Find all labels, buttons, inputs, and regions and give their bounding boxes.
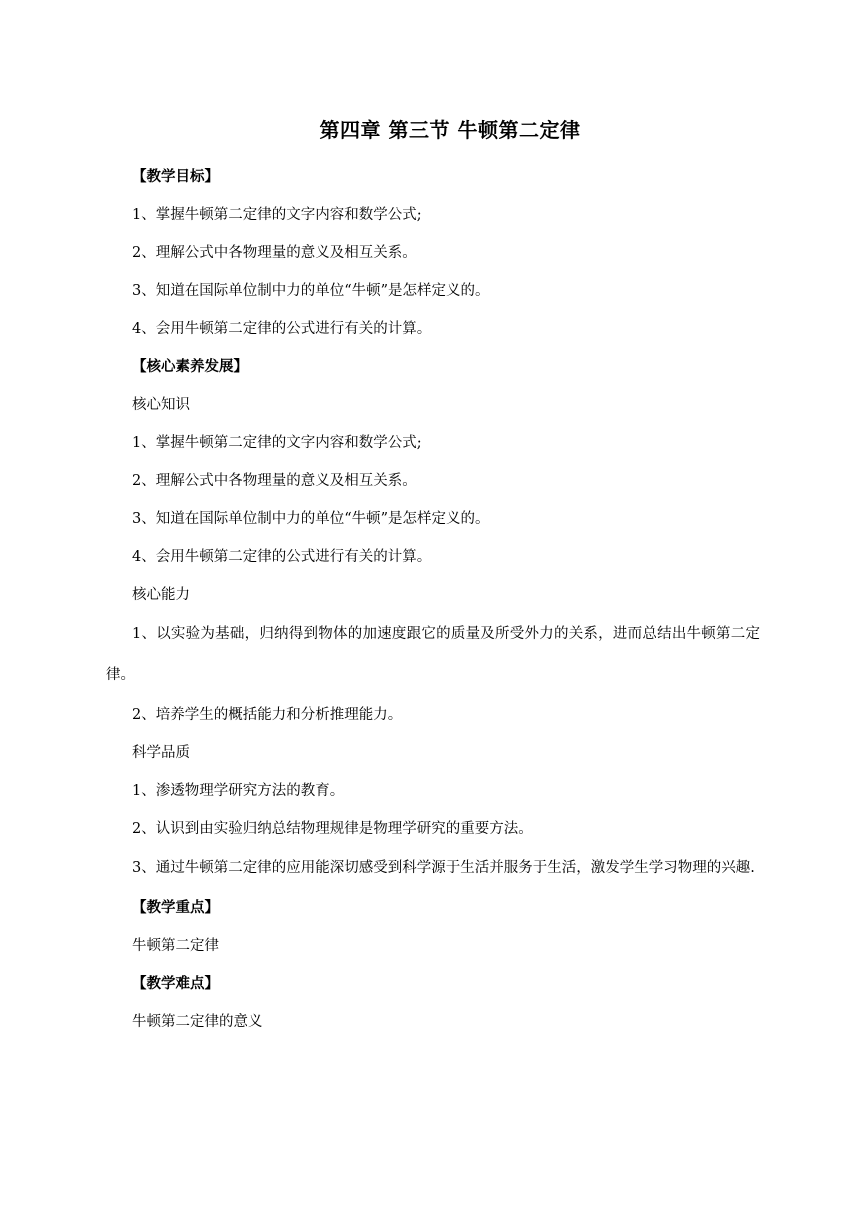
section-heading-difficulty: 【教学难点】: [132, 976, 219, 992]
section-heading-key-point: 【教学重点】: [132, 900, 219, 916]
quality-item: 3、通过牛顿第二定律的应用能深切感受到科学源于生活并服务于生活，激发学生学习物理的兴趣.: [132, 860, 755, 876]
section-heading-core: 【核心素养发展】: [132, 359, 248, 375]
ability-item: 2、培养学生的概括能力和分析推理能力。: [132, 707, 403, 723]
objective-item: 4、会用牛顿第二定律的公式进行有关的计算。: [132, 321, 432, 337]
quality-item: 1、渗透物理学研究方法的教育。: [132, 783, 345, 799]
objective-item: 3、知道在国际单位制中力的单位“牛顿”是怎样定义的。: [132, 283, 490, 299]
knowledge-item: 2、理解公式中各物理量的意义及相互关系。: [132, 473, 417, 489]
ability-item: 1、以实验为基础，归纳得到物体的加速度跟它的质量及所受外力的关系，进而总结出牛顿第二定律。: [106, 626, 760, 683]
key-point-text: 牛顿第二定律: [132, 938, 219, 954]
difficulty-text: 牛顿第二定律的意义: [132, 1014, 263, 1030]
page-title: 第四章 第三节 牛顿第二定律: [319, 118, 581, 142]
knowledge-item: 3、知道在国际单位制中力的单位“牛顿”是怎样定义的。: [132, 511, 490, 527]
quality-item: 2、认识到由实验归纳总结物理规律是物理学研究的重要方法。: [132, 821, 533, 837]
knowledge-item: 1、掌握牛顿第二定律的文字内容和数学公式;: [132, 435, 422, 451]
subsection-label-quality: 科学品质: [132, 745, 190, 761]
section-heading-objectives: 【教学目标】: [132, 169, 219, 185]
document-body: [106, 158, 760, 1041]
subsection-label-knowledge: 核心知识: [132, 397, 190, 413]
subsection-label-ability: 核心能力: [132, 587, 190, 603]
knowledge-item: 4、会用牛顿第二定律的公式进行有关的计算。: [132, 549, 432, 565]
objective-item: 2、理解公式中各物理量的意义及相互关系。: [132, 245, 417, 261]
objective-item: 1、掌握牛顿第二定律的文字内容和数学公式;: [132, 207, 422, 223]
